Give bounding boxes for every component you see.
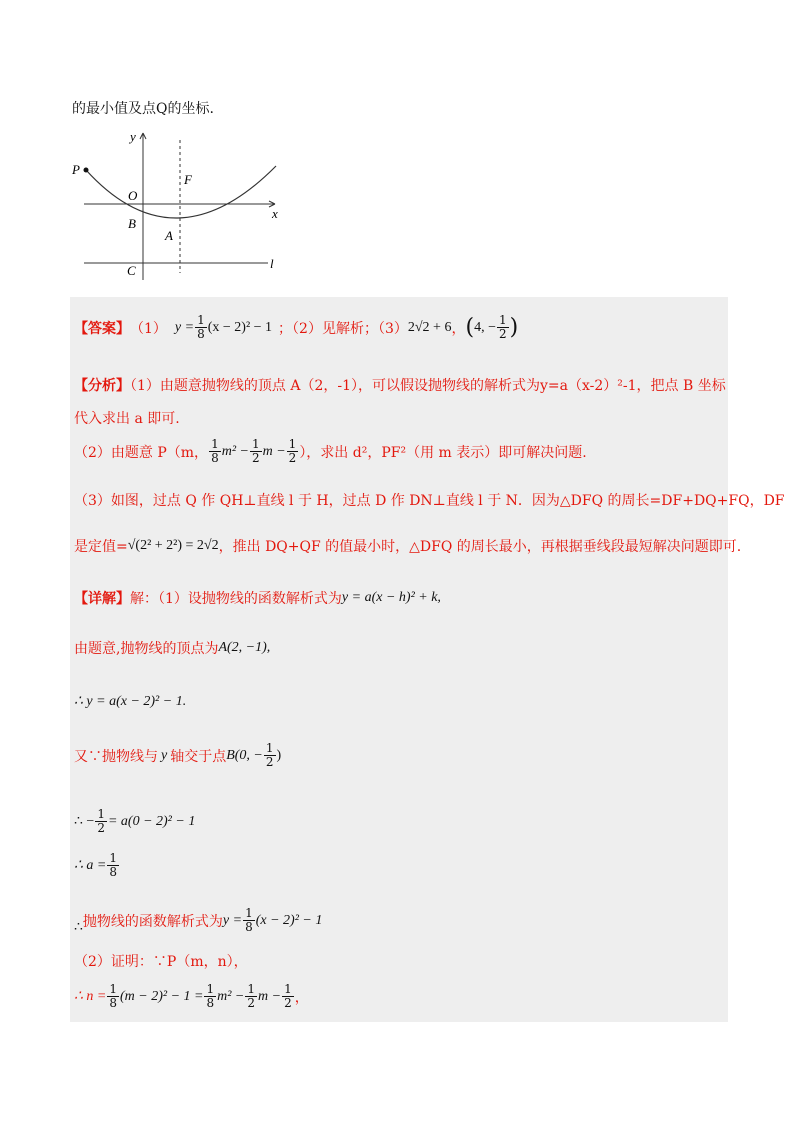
label-o: O — [128, 188, 138, 203]
detail-text1: 解：（1）设抛物线的函数解析式为 — [130, 591, 342, 607]
label-c: C — [127, 263, 136, 278]
detail-expr5: = a(0 − 2)² − 1 — [107, 813, 196, 829]
detail-frac7: $\frac{1}{8}$ — [245, 906, 253, 934]
detail-frac9c: $\frac{1}{2}$ — [247, 982, 256, 1010]
answer-coord-frac: $\frac{1}{2}$ — [498, 313, 507, 341]
detail-text9-pre: ∴ n = — [74, 989, 107, 1004]
answer-comma: ， — [451, 320, 466, 337]
detail-expr4: B(0, − — [226, 747, 263, 763]
detail-line3: ∴ y = a(x − 2)² − 1. — [74, 694, 187, 709]
detail-expr1: y = a(x − h)² + k, — [341, 590, 441, 605]
label-p: P — [72, 162, 80, 177]
analysis-text3-post: ），求出 d²，PF²（用 m 表示）即可解决问题. — [299, 444, 587, 461]
detail-line1 — [74, 588, 441, 608]
analysis-line1 — [74, 375, 726, 395]
analysis-text3-pre: （2）由题意 P（m， — [74, 444, 209, 461]
parabola-curve — [86, 166, 276, 218]
detail-line5 — [74, 808, 195, 835]
detail-frac5: $\frac{1}{2}$ — [97, 807, 105, 835]
label-f: F — [184, 172, 192, 187]
parabola-figure — [70, 128, 285, 284]
detail-y-var: y — [161, 747, 168, 763]
detail-paren4: ) — [276, 747, 282, 763]
detail-expr7-tail: (x − 2)² − 1 — [255, 912, 323, 928]
detail-line9 — [74, 983, 309, 1010]
analysis-line5 — [74, 536, 741, 556]
analysis-frac-1-8: $\frac{1}{8}$ — [211, 437, 219, 465]
detail-line2 — [74, 638, 270, 658]
analysis-text1: （1）由题意抛物线的顶点 A（2，-1），可以假设抛物线的解析式为y=a（x-2）²-1，把点 B 坐标 — [130, 378, 726, 394]
detail-frac9a: $\frac{1}{8}$ — [109, 982, 117, 1010]
detail-frac4: $\frac{1}{2}$ — [265, 741, 274, 769]
detail-text2: 由题意,抛物线的顶点为 — [74, 641, 219, 657]
detail-text5-pre: ∴ − — [74, 814, 95, 829]
answer-eq1-tail: (x − 2)² − 1 — [207, 319, 273, 335]
answer-val3: 2√2 + 6 — [407, 319, 452, 335]
label-y: y — [130, 129, 136, 144]
detail-line8: （2）证明：∵P（m，n）， — [74, 954, 248, 970]
detail-line7 — [74, 905, 322, 936]
detail-text4-mid: 轴交于点 — [170, 748, 227, 765]
detail-expr9b: m² − — [217, 988, 245, 1004]
detail-text7: 抛物线的函数解析式为 — [82, 913, 223, 930]
analysis-frac-1-2a: $\frac{1}{2}$ — [251, 437, 260, 465]
answer-sep: ；（2）见解析；（3） — [278, 320, 408, 337]
detail-text4-pre: 又∵抛物线与 — [74, 748, 158, 765]
analysis-text5-post: ，推出 DQ+QF 的值最小时，△DFQ 的周长最小，再根据垂线段最短解决问题即可. — [218, 539, 742, 555]
answer-tag: 【答案】 — [74, 320, 130, 337]
detail-text9-end: ， — [294, 989, 309, 1006]
detail-line4 — [74, 742, 281, 769]
analysis-frac-1-2b: $\frac{1}{2}$ — [288, 437, 297, 465]
answer-frac: $\frac{1}{8}$ — [197, 313, 205, 341]
label-x: x — [272, 206, 278, 221]
detail-tag: 【详解】 — [74, 591, 130, 607]
analysis-m2: m² − — [221, 443, 249, 459]
detail-text6: ∴ a = — [74, 858, 107, 873]
label-a: A — [165, 228, 173, 243]
analysis-m: m − — [262, 443, 286, 459]
answer-coord-x: 4, − — [474, 319, 496, 335]
detail-frac9b: $\frac{1}{8}$ — [206, 982, 215, 1010]
label-l: l — [270, 256, 274, 271]
point-p-dot — [84, 168, 89, 173]
detail-expr7: y = — [222, 912, 243, 928]
detail-expr2: A(2, −1), — [218, 640, 271, 655]
analysis-df-expr: √(2² + 2²) = 2√2 — [127, 538, 219, 553]
answer-part1-label: （1） — [130, 320, 167, 337]
analysis-line4: （3）如图，过点 Q 作 QH⊥直线 l 于 H，过点 D 作 DN⊥直线 l 于 N．因为△DFQ 的周长=DF+DQ+FQ，DF — [74, 493, 785, 509]
analysis-tag: 【分析】 — [74, 378, 130, 394]
detail-therefore7: ∴ — [74, 920, 83, 935]
answer-line: 【答案】 （1） y = $\frac{1}{8}$ (x − 2)² − 1 ；（2）见解析；（3） 2√2 + 6 ， ( 4, − $\frac{1}{2}$ ) — [74, 313, 519, 341]
analysis-line3 — [74, 438, 587, 465]
detail-line6 — [74, 852, 120, 879]
detail-expr9c: m − — [258, 988, 282, 1004]
analysis-line2: 代入求出 a 即可. — [74, 411, 180, 427]
detail-frac9d: $\frac{1}{2}$ — [284, 982, 292, 1010]
answer-eq1: y = — [174, 319, 195, 335]
analysis-text5-pre: 是定值= — [74, 539, 128, 555]
label-b: B — [128, 216, 136, 231]
detail-frac6: $\frac{1}{8}$ — [109, 851, 117, 879]
intro-line: 的最小值及点Q的坐标. — [72, 101, 214, 117]
detail-expr9a: (m − 2)² − 1 = — [120, 988, 204, 1004]
